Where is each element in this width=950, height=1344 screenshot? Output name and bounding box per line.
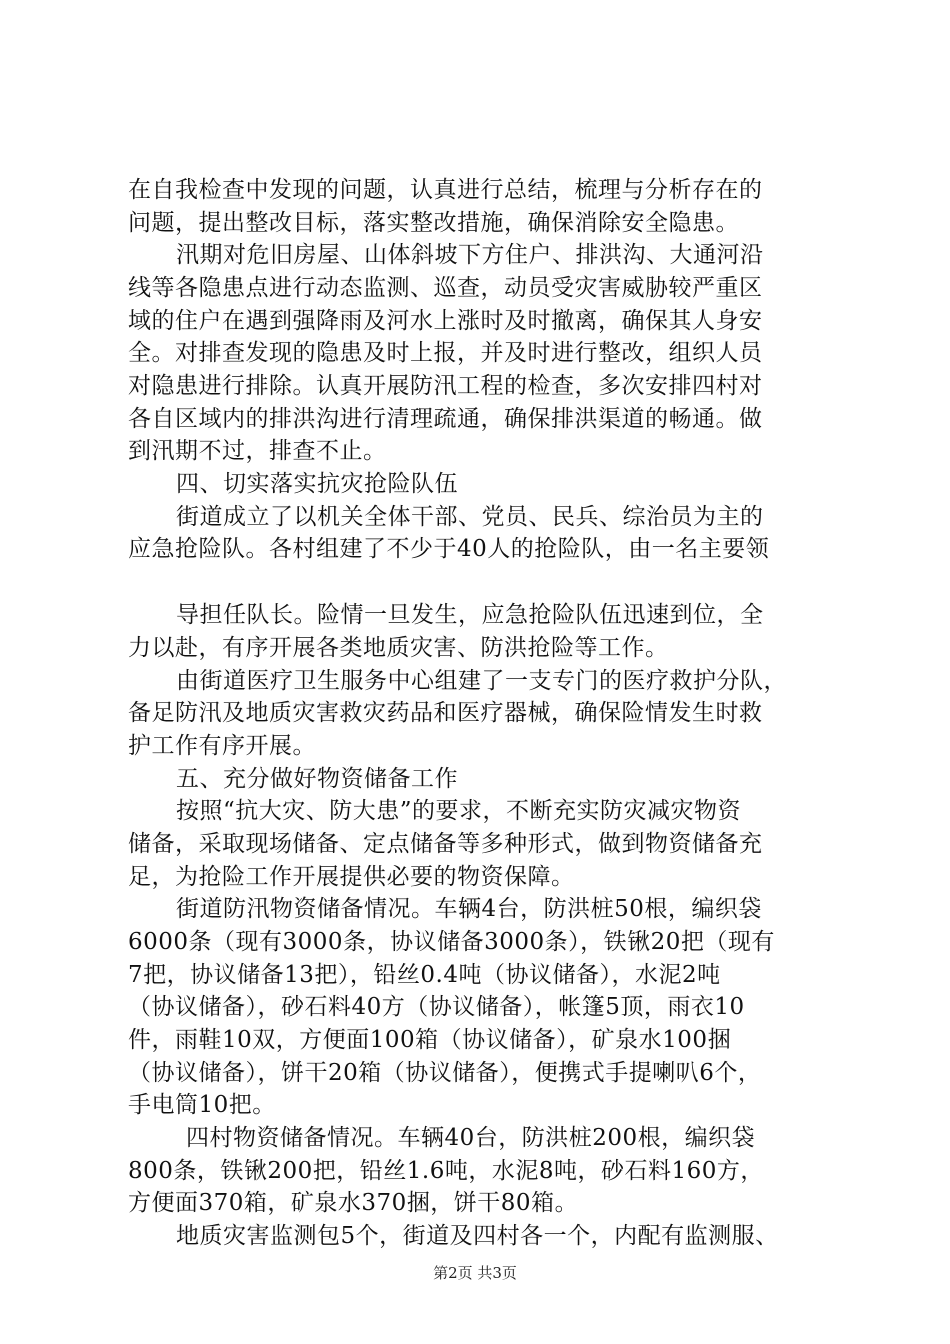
page-number: 第2页 共3页	[433, 1264, 517, 1282]
text-line: 件，雨鞋10双，方便面100箱（协议储备），矿泉水100捆	[128, 1027, 732, 1053]
text-line: 全。对排查发现的隐患及时上报，并及时进行整改，组织人员	[128, 340, 763, 366]
text-line: （协议储备），砂石料40方（协议储备），帐篷5顶，雨衣10	[128, 994, 745, 1020]
text-line: 储备，采取现场储备、定点储备等多种形式，做到物资储备充	[128, 831, 763, 857]
text-line: （协议储备），饼干20箱（协议储备），便携式手提喇叭6个，	[128, 1060, 762, 1086]
text-line: 手电筒10把。	[128, 1092, 276, 1118]
text-line: 域的住户在遇到强降雨及河水上涨时及时撤离，确保其人身安	[128, 308, 763, 334]
text-line: 方便面370箱，矿泉水370捆，饼干80箱。	[128, 1190, 579, 1216]
section-heading: 四、切实落实抗灾抢险队伍	[176, 471, 458, 497]
text-line: 按照“抗大灾、防大患”的要求，不断充实防灾减灾物资	[176, 798, 742, 824]
text-line: 街道防汛物资储备情况。车辆4台，防洪桩50根，编织袋	[176, 896, 762, 922]
text-line: 护工作有序开展。	[128, 733, 316, 759]
text-line: 线等各隐患点进行动态监测、巡查，动员受灾害威胁较严重区	[128, 275, 763, 301]
text-line: 6000条（现有3000条，协议储备3000条），铁锹20把（现有	[128, 929, 775, 955]
text-line: 800条，铁锹200把，铅丝1.6吨，水泥8吨，砂石料160方，	[128, 1158, 764, 1184]
text-line: 到汛期不过，排查不止。	[128, 438, 387, 464]
text-line: 在自我检查中发现的问题，认真进行总结，梳理与分析存在的	[128, 177, 763, 203]
text-line: 街道成立了以机关全体干部、党员、民兵、综治员为主的	[176, 504, 764, 530]
text-line: 问题，提出整改目标，落实整改措施，确保消除安全隐患。	[128, 210, 739, 236]
text-line: 地质灾害监测包5个，街道及四村各一个，内配有监测服、	[176, 1223, 779, 1249]
text-line: 由街道医疗卫生服务中心组建了一支专门的医疗救护分队，	[176, 668, 787, 694]
text-line: 足，为抢险工作开展提供必要的物资保障。	[128, 864, 575, 890]
text-line: 汛期对危旧房屋、山体斜坡下方住户、排洪沟、大通河沿	[176, 242, 764, 268]
text-line: 应急抢险队。各村组建了不少于40人的抢险队，由一名主要领	[128, 536, 770, 562]
text-line: 四村物资储备情况。车辆40台，防洪桩200根，编织袋	[186, 1125, 756, 1151]
text-line: 各自区域内的排洪沟进行清理疏通，确保排洪渠道的畅通。做	[128, 406, 763, 432]
text-line: 备足防汛及地质灾害救灾药品和医疗器械，确保险情发生时救	[128, 700, 763, 726]
text-line: 力以赴，有序开展各类地质灾害、防洪抢险等工作。	[128, 635, 669, 661]
text-line: 对隐患进行排除。认真开展防汛工程的检查，多次安排四村对	[128, 373, 763, 399]
text-line: 7把，协议储备13把），铅丝0.4吨（协议储备），水泥2吨	[128, 962, 721, 988]
section-heading: 五、充分做好物资储备工作	[176, 766, 458, 792]
text-line: 导担任队长。险情一旦发生，应急抢险队伍迅速到位，全	[176, 602, 764, 628]
